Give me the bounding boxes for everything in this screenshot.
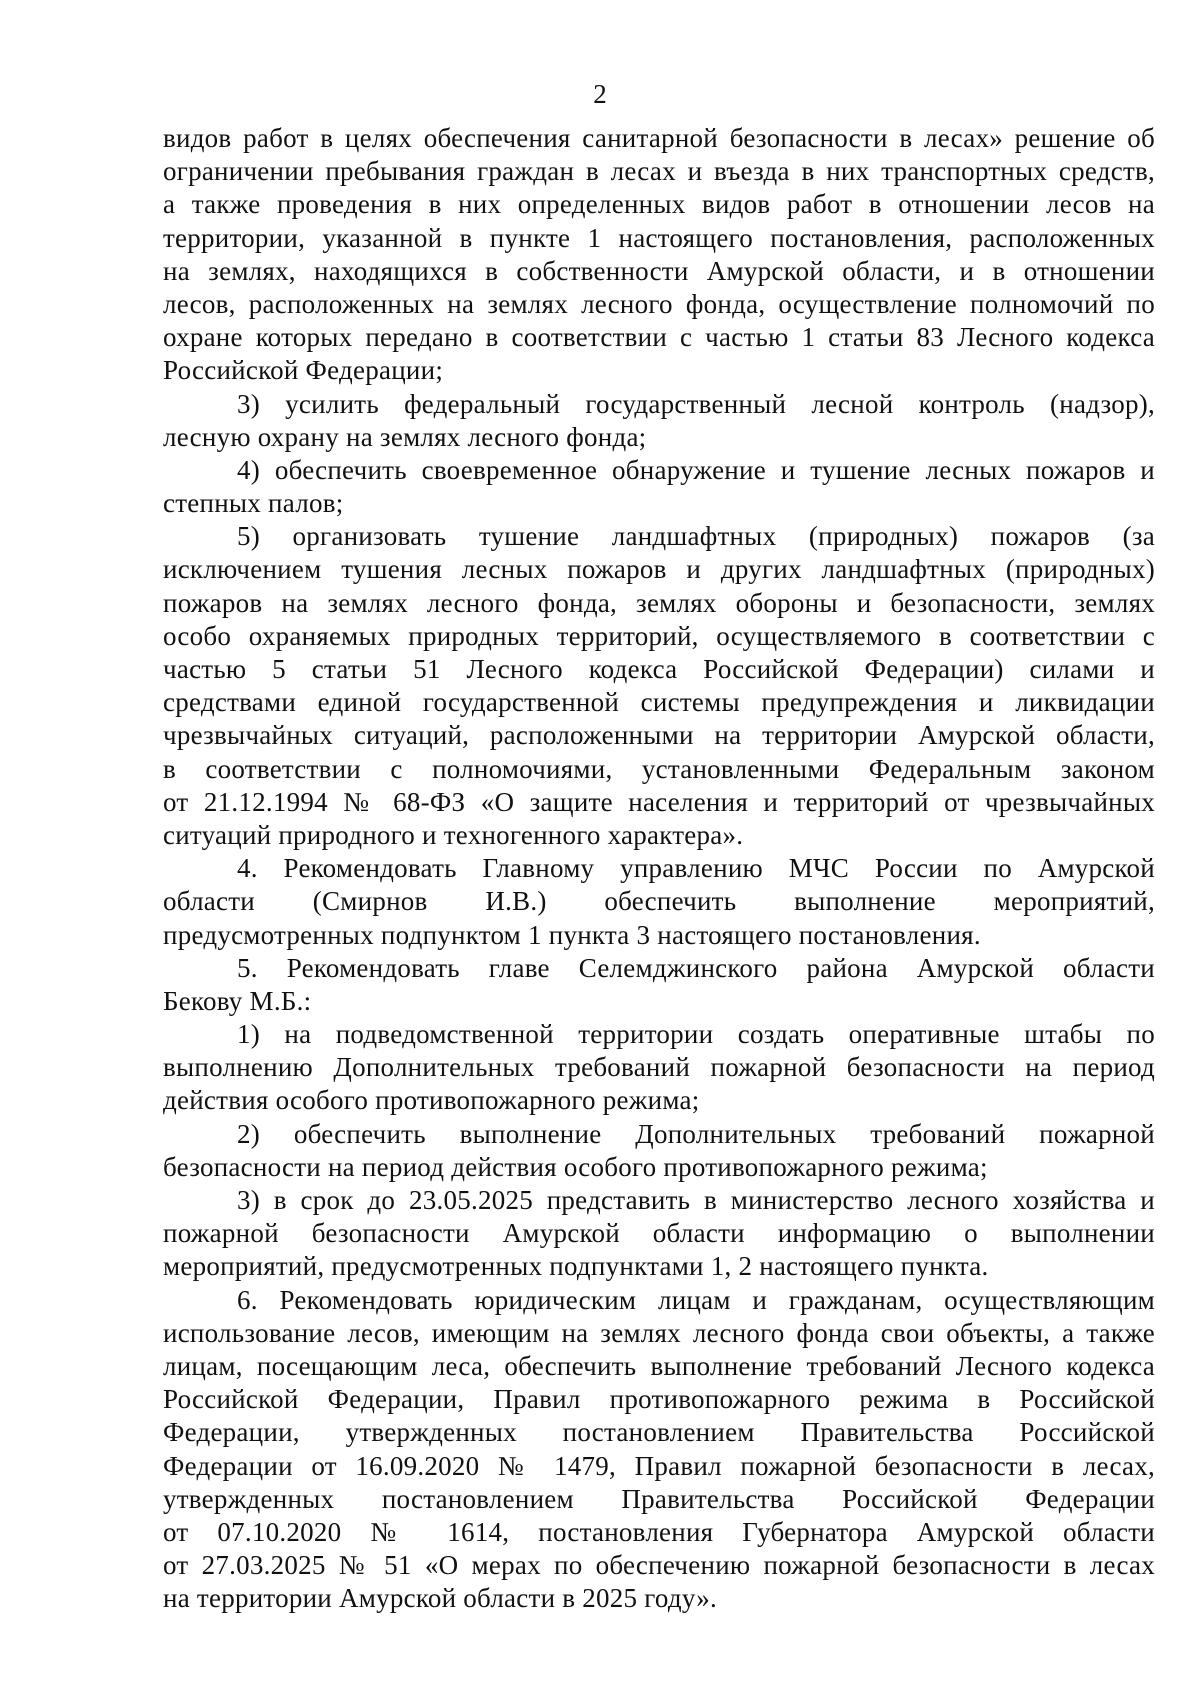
text-line: территории, указанной в пункте 1 настоящего постановления, расположенных <box>163 222 1155 253</box>
text-line: пожарной безопасности Амурской области информацию о выполнении <box>163 1218 1155 1249</box>
text-line: лесную охрану на землях лесного фонда; <box>163 421 647 452</box>
text-line: ограничении пребывания граждан в лесах и въезда в них транспортных средств, <box>163 156 1155 187</box>
text-line: на территории Амурской области в 2025 году». <box>163 1583 718 1614</box>
text-line: степных палов; <box>163 488 344 519</box>
text-line: Российской Федерации; <box>163 355 444 386</box>
text-line: Федерации от 16.09.2020 № 1479, Правил пожарной безопасности в лесах, <box>163 1450 1155 1481</box>
text-line: утвержденных постановлением Правительства Российской Федерации <box>163 1483 1155 1514</box>
text-line: 1) на подведомственной территории создать оперативные штабы по <box>237 1019 1155 1050</box>
text-line: от 07.10.2020 № 1614, постановления Губернатора Амурской области <box>163 1516 1155 1547</box>
text-line: действия особого противопожарного режима; <box>163 1085 700 1116</box>
text-line: 5. Рекомендовать главе Селемджинского района Амурской области <box>237 952 1155 983</box>
text-line: 4. Рекомендовать Главному управлению МЧС России по Амурской <box>237 853 1155 884</box>
text-line: 3) в срок до 23.05.2025 представить в министерство лесного хозяйства и <box>237 1185 1155 1215</box>
text-line: чрезвычайных ситуаций, расположенными на территории Амурской области, <box>163 720 1155 751</box>
document-body <box>163 122 1155 1615</box>
text-line: безопасности на период действия особого противопожарного режима; <box>163 1151 988 1182</box>
text-line: ситуаций природного и техногенного характера». <box>163 819 744 850</box>
text-line: использование лесов, имеющим на землях лесного фонда свои объекты, а также <box>163 1317 1155 1348</box>
text-line: Российской Федерации, Правил противопожарного режима в Российской <box>163 1384 1155 1415</box>
text-line: исключением тушения лесных пожаров и других ландшафтных (природных) <box>163 554 1155 585</box>
text-line: в соответствии с полномочиями, установленными Федеральным законом <box>163 753 1155 784</box>
text-line: 3) усилить федеральный государственный лесной контроль (надзор), <box>237 388 1155 419</box>
text-line: Бекову М.Б.: <box>163 985 312 1016</box>
text-line: 5) организовать тушение ландшафтных (природных) пожаров (за <box>237 521 1155 552</box>
text-line: средствами единой государственной системы предупреждения и ликвидации <box>163 687 1155 718</box>
text-line: выполнению Дополнительных требований пожарной безопасности на период <box>163 1052 1155 1083</box>
text-line: особо охраняемых природных территорий, осуществляемого в соответствии с <box>163 620 1155 651</box>
text-line: а также проведения в них определенных видов работ в отношении лесов на <box>163 189 1155 220</box>
text-line: Федерации, утвержденных постановлением Правительства Российской <box>163 1417 1155 1448</box>
text-line: 2) обеспечить выполнение Дополнительных требований пожарной <box>237 1118 1155 1149</box>
text-line: от 27.03.2025 № 51 «О мерах по обеспечению пожарной безопасности в лесах <box>163 1550 1155 1581</box>
text-line: охране которых передано в соответствии с частью 1 статьи 83 Лесного кодекса <box>163 322 1155 353</box>
text-line: от 21.12.1994 № 68-ФЗ «О защите населения и территорий от чрезвычайных <box>163 786 1155 817</box>
text-line: области (Смирнов И.В.) обеспечить выполнение мероприятий, <box>163 886 1155 917</box>
text-line: мероприятий, предусмотренных подпунктами 1, 2 настоящего пункта. <box>163 1251 989 1282</box>
text-line: 4) обеспечить своевременное обнаружение и тушение лесных пожаров и <box>237 454 1155 485</box>
text-line: лицам, посещающим леса, обеспечить выполнение требований Лесного кодекса <box>163 1350 1155 1381</box>
text-line: 6. Рекомендовать юридическим лицам и гражданам, осуществляющим <box>237 1284 1155 1315</box>
text-line: лесов, расположенных на землях лесного фонда, осуществление полномочий по <box>163 288 1155 319</box>
text-line: частью 5 статьи 51 Лесного кодекса Российской Федерации) силами и <box>163 654 1155 684</box>
text-line: на землях, находящихся в собственности Амурской области, и в отношении <box>163 255 1155 286</box>
text-line: предусмотренных подпунктом 1 пункта 3 настоящего постановления. <box>163 919 981 950</box>
page-number: 2 <box>593 79 607 109</box>
text-line: видов работ в целях обеспечения санитарной безопасности в лесах» решение об <box>163 123 1155 153</box>
text-line: пожаров на землях лесного фонда, землях обороны и безопасности, землях <box>163 587 1155 618</box>
